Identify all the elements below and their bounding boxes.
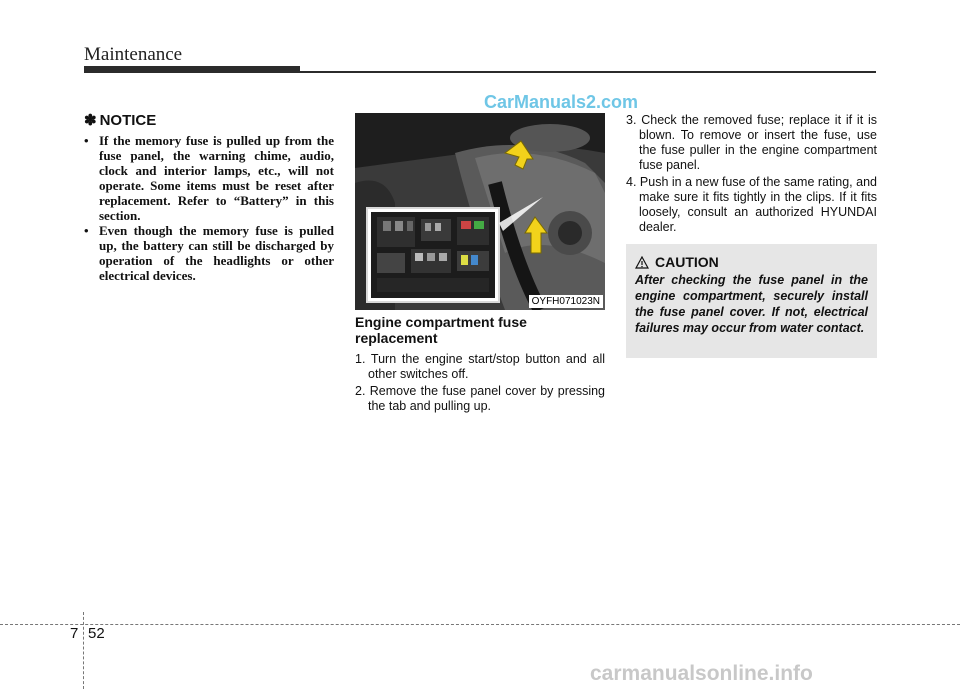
notice-item: • If the memory fuse is pulled up from the fuse panel, the warning chime, audio, clock and interior lamps, etc., will not operate. Some items must be reset after replacement. Refer to “Battery” in this section. — [84, 133, 334, 223]
page-header-title: Maintenance — [84, 44, 183, 65]
caution-title — [635, 254, 868, 270]
page-number: 52 — [88, 625, 105, 642]
watermark-top[interactable]: CarManuals2.com — [484, 92, 639, 112]
caution-title-text: CAUTION — [655, 254, 719, 270]
notice-title-text: NOTICE — [99, 111, 157, 129]
watermark-bottom[interactable]: carmanualsonline.info — [590, 662, 813, 685]
steps-list-part2 — [626, 113, 877, 235]
warning-triangle-icon — [635, 256, 649, 269]
engine-fuse-panel-photo — [355, 113, 605, 310]
photo-caption: OYFH071023N — [529, 295, 603, 308]
section-heading: Engine compartment fuse replacement — [355, 314, 527, 346]
notice-item: • Even though the memory fuse is pulled up, the battery can still be discharged by operation of the headlights or other electrical devices. — [84, 223, 334, 283]
footer-rule — [0, 624, 960, 625]
step-item: 2. Remove the fuse panel cover by pressing the tab and pulling up. — [355, 384, 605, 413]
step-item: 3. Check the removed fuse; replace it if it is blown. To remove or insert the fuse, use the fuse puller in the engine compartment fuse panel. — [626, 113, 877, 172]
notice-star-icon: ✽ — [84, 112, 97, 129]
section-right-column — [626, 113, 877, 237]
footer-divider — [83, 612, 84, 689]
section-left-column — [355, 314, 605, 416]
header-rule — [84, 71, 876, 73]
step-item: 4. Push in a new fuse of the same rating, and make sure it fits tightly in the clips. If it fits loosely, consult an authorized HYUNDAI dealer. — [626, 175, 877, 234]
notice-title — [84, 111, 334, 129]
caution-body: After checking the fuse panel in the engine compartment, securely install the fuse panel cover. If not, electrical failures may occur from water contact. — [635, 273, 868, 335]
caution-box — [626, 244, 877, 358]
notice-block — [84, 111, 334, 283]
step-item: 1. Turn the engine start/stop button and all other switches off. — [355, 352, 605, 381]
steps-list-part1 — [355, 352, 605, 414]
notice-list — [84, 133, 334, 283]
chapter-number: 7 — [70, 625, 79, 642]
engine-compartment-illustration — [355, 113, 605, 310]
